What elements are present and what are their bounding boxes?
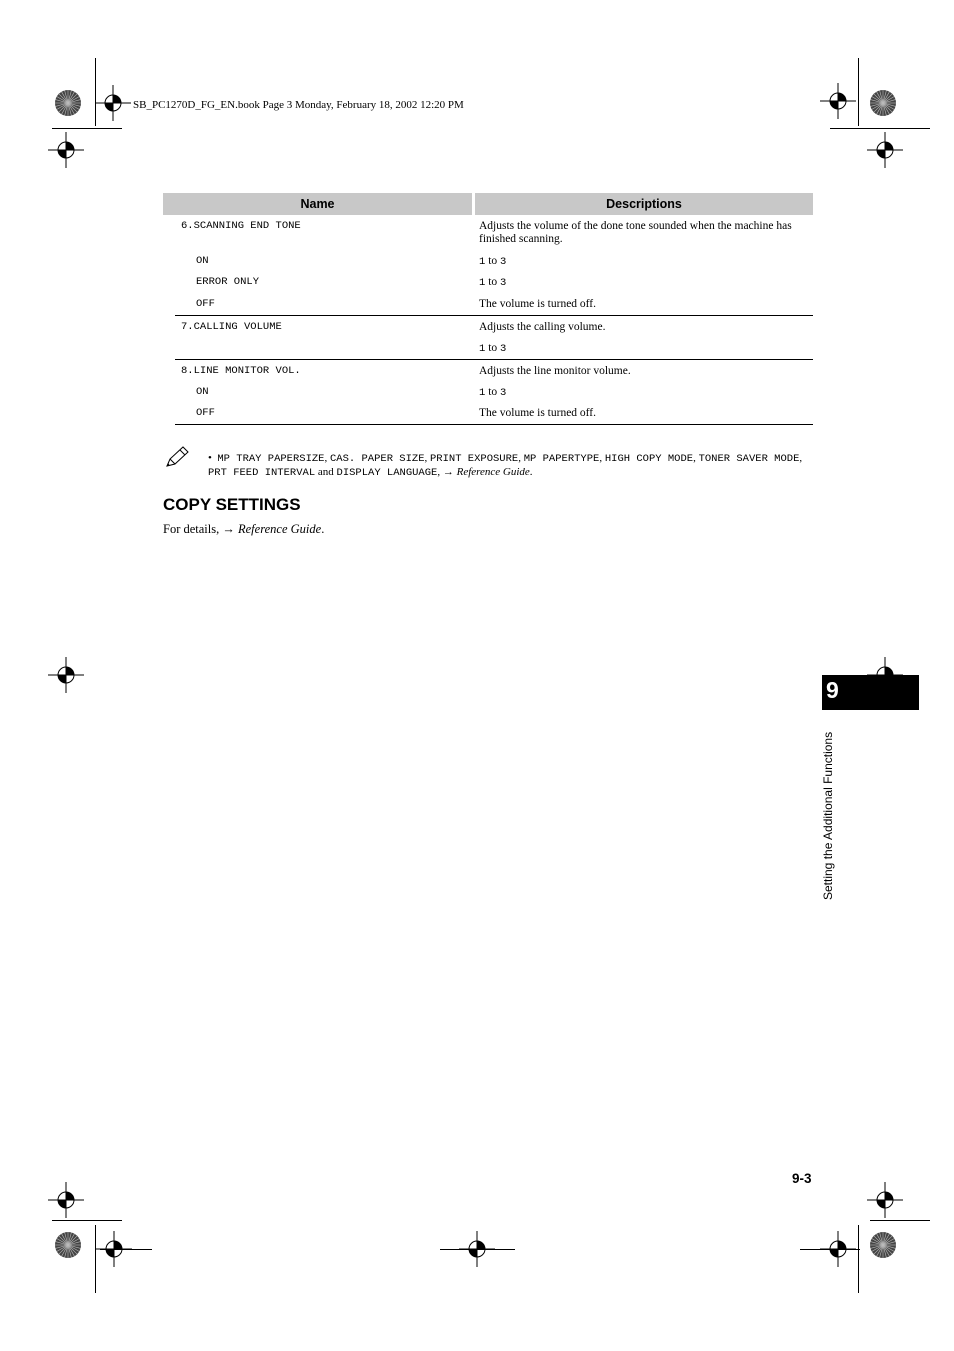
section-text: For details, → Reference Guide. bbox=[163, 522, 325, 536]
setting-description: Adjusts the volume of the done tone sounded when the machine has finished scanning. bbox=[479, 220, 792, 245]
setting-option: ON bbox=[196, 386, 209, 398]
crop-mark bbox=[100, 1249, 152, 1250]
registration-mark-icon bbox=[818, 81, 858, 121]
crop-mark bbox=[830, 128, 930, 129]
setting-name: 7.CALLING VOLUME bbox=[181, 321, 282, 333]
crop-mark bbox=[95, 58, 96, 126]
color-target-icon bbox=[869, 89, 897, 117]
registration-mark-icon bbox=[865, 1180, 905, 1220]
chapter-number: 9 bbox=[826, 677, 839, 703]
setting-option: ERROR ONLY bbox=[196, 276, 260, 288]
setting-name: 8.LINE MONITOR VOL. bbox=[181, 365, 301, 377]
settings-table bbox=[163, 193, 813, 425]
note-text: • MP TRAY PAPERSIZE, CAS. PAPER SIZE, PRINT EXPOSURE, MP PAPERTYPE, HIGH COPY MODE, TONER SAVER MODE, PRT FEED INTERVAL and DISPLAY LANGUAGE, → Reference Guide. bbox=[208, 452, 803, 479]
file-info-header: SB_PC1270D_FG_EN.book Page 3 Monday, February 18, 2002 12:20 PM bbox=[133, 99, 464, 111]
crop-mark bbox=[800, 1249, 860, 1250]
table-group bbox=[175, 360, 813, 425]
color-target-icon bbox=[869, 1231, 897, 1259]
registration-mark-icon bbox=[46, 655, 86, 695]
table-group bbox=[175, 215, 813, 316]
crop-mark bbox=[52, 1220, 122, 1221]
table-group bbox=[175, 316, 813, 360]
setting-name: 6.SCANNING END TONE bbox=[181, 220, 301, 232]
registration-mark-icon bbox=[46, 1180, 86, 1220]
crop-mark bbox=[858, 58, 859, 126]
section-heading: COPY SETTINGS bbox=[163, 495, 301, 514]
setting-range: 1 to 3 bbox=[479, 386, 507, 399]
crop-mark bbox=[440, 1249, 515, 1250]
crop-mark bbox=[95, 1225, 96, 1293]
setting-description: Adjusts the calling volume. bbox=[479, 321, 606, 333]
color-target-icon bbox=[54, 89, 82, 117]
setting-option: ON bbox=[196, 255, 209, 267]
color-target-icon bbox=[54, 1231, 82, 1259]
setting-description: Adjusts the line monitor volume. bbox=[479, 365, 631, 377]
setting-range: 1 to 3 bbox=[479, 276, 507, 289]
table-header bbox=[163, 193, 813, 215]
column-header-name: Name bbox=[163, 193, 472, 215]
column-header-descriptions: Descriptions bbox=[475, 193, 813, 215]
setting-range: 1 to 3 bbox=[479, 255, 507, 268]
crop-mark bbox=[870, 1220, 930, 1221]
setting-description: The volume is turned off. bbox=[479, 407, 596, 419]
crop-mark bbox=[858, 1225, 859, 1293]
setting-description: The volume is turned off. bbox=[479, 298, 596, 310]
setting-range: 1 to 3 bbox=[479, 342, 507, 355]
registration-mark-icon bbox=[93, 83, 133, 123]
page-number: 9-3 bbox=[792, 1171, 812, 1186]
registration-mark-icon bbox=[46, 130, 86, 170]
setting-option: OFF bbox=[196, 298, 215, 310]
setting-option: OFF bbox=[196, 407, 215, 419]
crop-mark bbox=[52, 128, 122, 129]
pencil-note-icon bbox=[163, 444, 191, 475]
registration-mark-icon bbox=[865, 130, 905, 170]
chapter-side-title: Setting the Additional Functions bbox=[821, 731, 835, 900]
